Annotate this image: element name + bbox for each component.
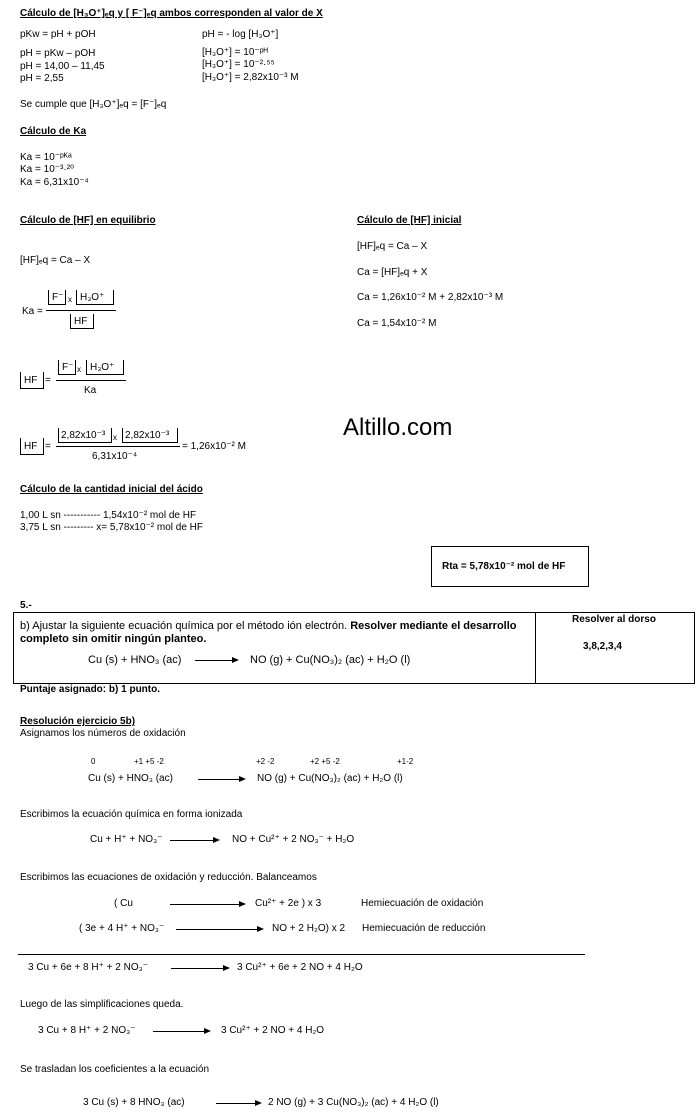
statement-line: Se cumple que [H₃O⁺]ₑq = [F⁻]ₑq (20, 99, 167, 110)
equation-left: ( Cu (114, 898, 133, 909)
section-title-hf-ini: Cálculo de [HF] inicial (357, 215, 462, 226)
equation-line: Ka = 10⁻³·²⁰ (20, 164, 75, 175)
ka-denominator: Ka (84, 385, 97, 396)
fraction-line (56, 380, 126, 381)
sum-divider (18, 954, 585, 955)
equation-line: Ka = 6,31x10⁻⁴ (20, 177, 89, 188)
step-intro: Asignamos los números de oxidación (20, 728, 186, 739)
equation-right: NO (g) + Cu(NO₃)₂ (ac) + H₂O (l) (257, 773, 403, 784)
f-ion: F⁻ (52, 292, 64, 303)
equation-left: Cu (s) + HNO₃ (ac) (88, 654, 182, 666)
reaction-arrow (195, 660, 237, 661)
puntaje-text: Puntaje asignado: b) 1 punto. (20, 684, 160, 695)
side-title: Resolver al dorso (572, 614, 656, 625)
times-sign: x (113, 433, 117, 442)
equation-right: NO + 2 H₂O) x 2 (272, 923, 346, 934)
h3o-ion: H₃O⁺ (90, 362, 115, 373)
equation-line: 3,75 L sn --------- x= 5,78x10⁻² mol de HF (20, 522, 204, 533)
denominator-value: 6,31x10⁻⁴ (92, 451, 138, 462)
reaction-arrow (170, 904, 244, 905)
equation-left: 3 Cu (s) + 8 HNO₃ (ac) (83, 1097, 185, 1108)
question-text-2: completo sin omitir ningún planteo. (20, 633, 207, 645)
equation-line: 1,00 L sn ----------- 1,54x10⁻² mol de HF (20, 510, 197, 521)
f-ion: F⁻ (62, 362, 74, 373)
step-intro: Escribimos las ecuaciones de oxidación y reducción. Balanceamos (20, 872, 317, 883)
half-reaction-label: Hemiecuación de oxidación (361, 898, 484, 909)
equation-line: [H₃O⁺] = 10⁻²·⁵⁵ (202, 59, 275, 70)
result-value: = 1,26x10⁻² M (182, 441, 246, 452)
ox-number: +1-2 (397, 757, 414, 766)
equation-line: [HF]ₑq = Ca – X (20, 255, 91, 266)
step-intro: Escribimos la ecuación química en forma ionizada (20, 809, 243, 820)
ox-number: +1 +5 -2 (134, 757, 164, 766)
reaction-arrow (171, 968, 228, 969)
equation-line: pH = pKw – pOH (20, 48, 96, 59)
times-sign: x (68, 295, 72, 304)
equals-sign: = (45, 441, 51, 452)
ox-number: +2 -2 (256, 757, 275, 766)
equation-line: pH = 2,55 (20, 73, 64, 84)
equation-right: 3 Cu²⁺ + 6e + 2 NO + 4 H₂O (237, 962, 363, 973)
equation-line: Ca = [HF]ₑq + X (357, 267, 428, 278)
hf-denominator: HF (74, 316, 88, 327)
question-number: 5.- (20, 600, 32, 611)
reaction-arrow (176, 929, 262, 930)
equation-right: NO + Cu²⁺ + 2 NO₃⁻ + H₂O (232, 834, 355, 845)
section-title-h3o: Cálculo de [H₃O⁺]ₑq y [ F⁻]ₑq ambos corresponden al valor de X (20, 8, 323, 19)
equation-right: Cu²⁺ + 2e ) x 3 (255, 898, 322, 909)
numerator-value: 2,82x10⁻³ (125, 430, 170, 441)
equation-line: pKw = pH + pOH (20, 29, 96, 40)
equation-left: 3 Cu + 8 H⁺ + 2 NO₃⁻ (38, 1025, 136, 1036)
section-title-resolucion: Resolución ejercicio 5b) (20, 716, 136, 727)
equation-right: 2 NO (g) + 3 Cu(NO₃)₂ (ac) + 4 H₂O (l) (268, 1097, 439, 1108)
ox-number: 0 (91, 757, 96, 766)
equation-right: NO (g) + Cu(NO₃)₂ (ac) + H₂O (l) (250, 654, 411, 666)
equation-right: 3 Cu²⁺ + 2 NO + 4 H₂O (221, 1025, 325, 1036)
equation-line: Ca = 1,26x10⁻² M + 2,82x10⁻³ M (357, 292, 504, 303)
equation-line: pH = 14,00 – 11,45 (20, 61, 105, 72)
fraction-line (46, 310, 116, 311)
equation-left: 3 Cu + 6e + 8 H⁺ + 2 NO₃⁻ (28, 962, 148, 973)
hf-lhs: HF (24, 375, 38, 386)
numerator-value: 2,82x10⁻³ (61, 430, 106, 441)
equation-line: [HF]ₑq = Ca – X (357, 241, 428, 252)
equation-line: pH = - log [H₃O⁺] (202, 29, 279, 40)
fraction-line (56, 446, 180, 447)
half-reaction-label: Hemiecuación de reducción (362, 923, 486, 934)
answer-text: Rta = 5,78x10⁻² mol de HF (442, 561, 566, 572)
times-sign: x (77, 365, 81, 374)
step-intro: Luego de las simplificaciones queda. (20, 999, 184, 1010)
reaction-arrow (153, 1031, 209, 1032)
section-title-ka: Cálculo de Ka (20, 126, 87, 137)
ox-number: +2 +5 -2 (310, 757, 340, 766)
step-intro: Se trasladan los coeficientes a la ecuación (20, 1064, 210, 1075)
equation-line: Ca = 1,54x10⁻² M (357, 318, 437, 329)
reaction-arrow (198, 779, 244, 780)
reaction-arrow (170, 840, 218, 841)
equation-line: Ka = 10⁻ᵖᴷᵃ (20, 152, 72, 163)
equals-sign: = (45, 375, 51, 386)
watermark-text: Altillo.com (343, 414, 453, 441)
equation-left: Cu (s) + HNO₃ (ac) (88, 773, 173, 784)
equation-line: [H₃O⁺] = 10⁻ᵖᴴ (202, 47, 268, 58)
ka-lhs: Ka = (22, 306, 43, 317)
side-value: 3,8,2,3,4 (583, 641, 622, 652)
section-title-hf-eq: Cálculo de [HF] en equilibrio (20, 215, 156, 226)
section-title-cantidad: Cálculo de la cantidad inicial del ácido (20, 484, 203, 495)
hf-lhs: HF (24, 441, 38, 452)
reaction-arrow (216, 1103, 260, 1104)
equation-left: ( 3e + 4 H⁺ + NO₃⁻ (79, 923, 165, 934)
question-text: b) Ajustar la siguiente ecuación química por el método ión electrón. Resolver mediante el desarrollo (20, 620, 517, 632)
equation-line: [H₃O⁺] = 2,82x10⁻³ M (202, 72, 299, 83)
equation-left: Cu + H⁺ + NO₃⁻ (90, 834, 163, 845)
h3o-ion: H₃O⁺ (80, 292, 105, 303)
table-divider (535, 612, 536, 683)
